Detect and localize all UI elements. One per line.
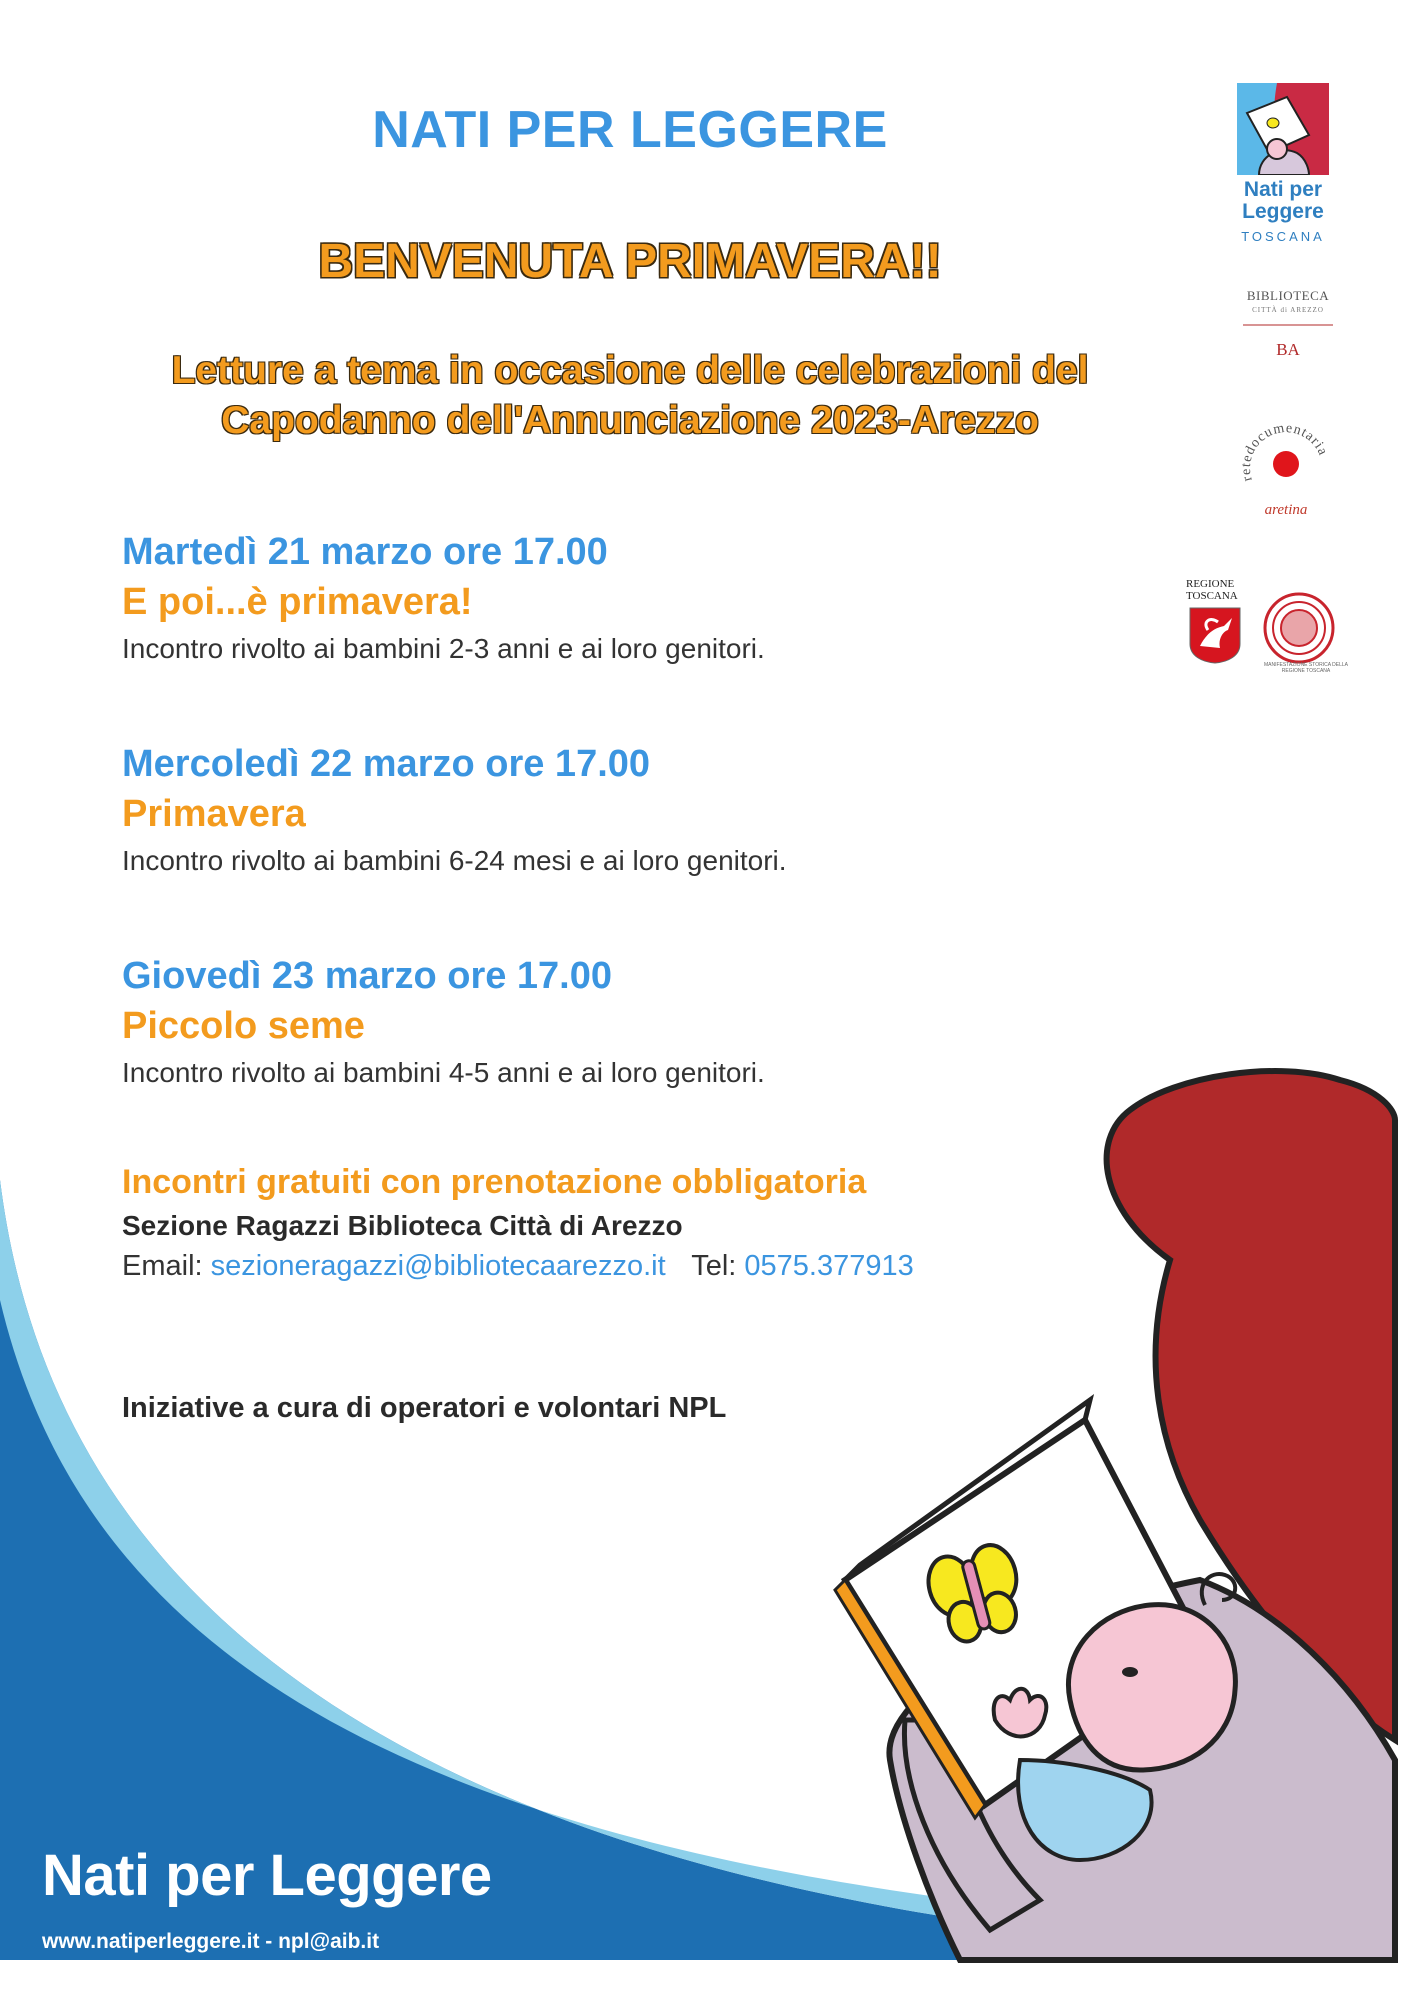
regione-logo-line-1: REGIONE [1186, 578, 1235, 590]
library-name: Sezione Ragazzi Biblioteca Città di Arezzo [122, 1210, 683, 1241]
tel-label: Tel: [691, 1250, 737, 1282]
biblioteca-logo-rule [1238, 323, 1338, 327]
booking-info [122, 1160, 1222, 1286]
welcome-heading: BENVENUTA PRIMAVERA!! [318, 235, 942, 288]
event-title: E poi...è primavera! [122, 581, 473, 623]
npl-book-icon [1237, 83, 1329, 175]
footer-brand: Nati per Leggere [42, 1843, 492, 1908]
baby-head [1068, 1605, 1235, 1770]
rete-documentaria-aretina-logo [1232, 410, 1340, 518]
biblioteca-arezzo-logo [1238, 288, 1338, 368]
biblioteca-logo-city: CITTÀ di AREZZO [1252, 306, 1324, 314]
footer-links: www.natiperleggere.it - npl@aib.it [42, 1930, 380, 1953]
email-link[interactable]: sezioneragazzi@bibliotecaarezzo.it [210, 1250, 666, 1282]
red-dot-icon [1273, 451, 1299, 477]
regione-toscana-logos [1180, 566, 1350, 676]
pegasus-shield-icon [1188, 606, 1242, 664]
nati-per-leggere-toscana-logo [1237, 83, 1329, 248]
event-title: Primavera [122, 793, 306, 835]
event-description: Incontro rivolto ai bambini 6-24 mesi e ai loro genitori. [122, 845, 787, 876]
event-title: Piccolo seme [122, 1005, 365, 1047]
event-date: Giovedì 23 marzo ore 17.00 [122, 955, 613, 997]
seal-icon [1263, 592, 1335, 664]
seal-caption: MANIFESTAZIONE STORICA DELLA REGIONE TOSCANA [1264, 662, 1348, 674]
event-description: Incontro rivolto ai bambini 2-3 anni e ai loro genitori. [122, 633, 765, 664]
event-item [122, 740, 1122, 880]
npl-logo-region: TOSCANA [1241, 229, 1325, 244]
email-label: Email: [122, 1250, 203, 1282]
event-item [122, 528, 1122, 668]
booking-heading: Incontri gratuiti con prenotazione obbligatoria [122, 1163, 867, 1201]
event-subtitle [0, 346, 1260, 446]
subtitle-line-2: Capodanno dell'Annunciazione 2023-Arezzo [221, 399, 1039, 442]
regione-logo-line-2: TOSCANA [1186, 590, 1238, 602]
phone-link[interactable]: 0575.377913 [744, 1250, 914, 1282]
event-date: Martedì 21 marzo ore 17.00 [122, 531, 608, 573]
organizer-note: Iniziative a cura di operatori e volontari NPL [122, 1392, 727, 1424]
npl-logo-line-1: Nati per [1243, 178, 1323, 201]
contact-line [122, 1246, 1222, 1286]
rete-logo-sub: aretina [1264, 502, 1308, 518]
biblioteca-logo-monogram: BA [1276, 340, 1300, 359]
page-title: NATI PER LEGGERE [372, 101, 888, 159]
baby-hand [994, 1689, 1047, 1737]
event-description: Incontro rivolto ai bambini 4-5 anni e ai loro genitori. [122, 1057, 765, 1088]
npl-logo-line-2: Leggere [1242, 200, 1324, 223]
rete-logo-text: retedocumentaria [1238, 420, 1331, 483]
event-item [122, 952, 1122, 1092]
biblioteca-logo-name: BIBLIOTECA [1246, 288, 1330, 303]
subtitle-line-1: Letture a tema in occasione delle celebrazioni del [171, 349, 1089, 392]
regione-logo-text [1186, 578, 1238, 602]
event-date: Mercoledì 22 marzo ore 17.00 [122, 743, 651, 785]
npl-logo-text [1237, 179, 1329, 223]
